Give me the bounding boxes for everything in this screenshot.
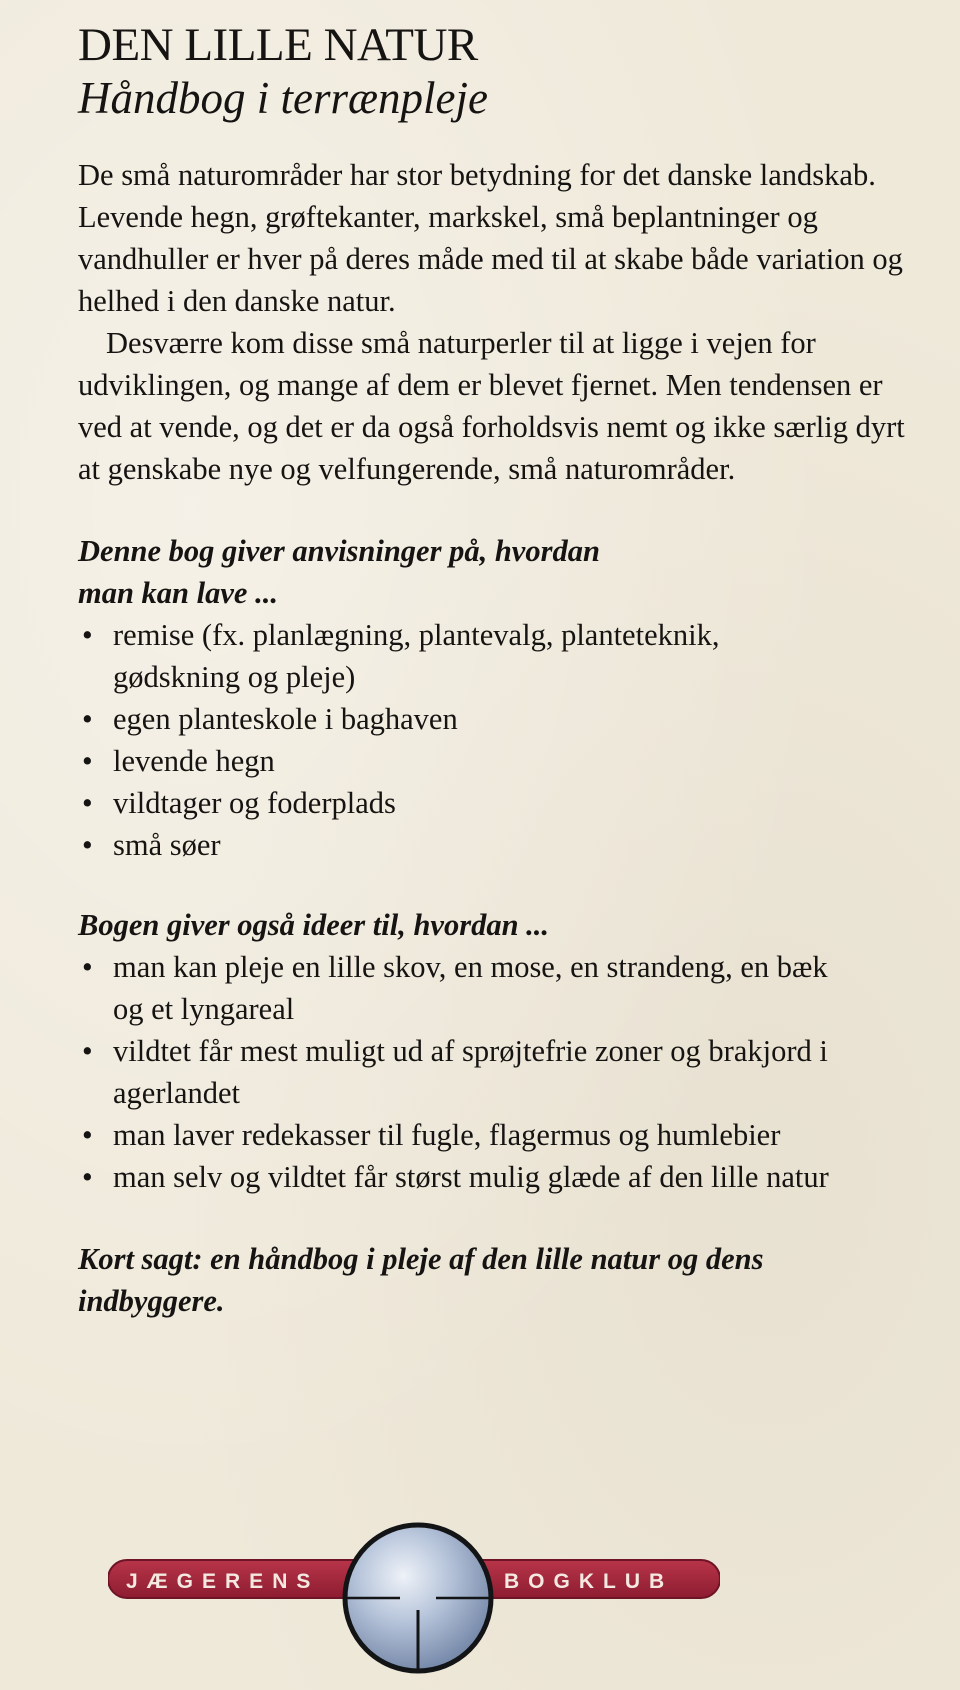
publisher-logo — [108, 1518, 720, 1690]
book-subtitle: Håndbog i terrænpleje — [78, 73, 488, 123]
list-item: • man selv og vildtet får størst mulig glæde af den lille natur — [78, 1156, 908, 1198]
bullet-icon: • — [82, 1118, 93, 1152]
bullet-icon: • — [82, 1034, 93, 1068]
bullet-icon: • — [82, 702, 93, 736]
crosshair-scope-icon — [345, 1525, 491, 1671]
section-1-heading: Denne bog giver anvisninger på, hvordan man kan lave ... — [78, 534, 600, 610]
bullet-icon: • — [82, 618, 93, 652]
section-1-list — [78, 614, 908, 866]
section-2-heading: Bogen giver også ideer til, hvordan ... — [78, 908, 550, 942]
list-item: • levende hegn — [78, 740, 908, 782]
section-2-list — [78, 946, 908, 1198]
bullet-icon: • — [82, 828, 93, 862]
bullet-icon: • — [82, 950, 93, 984]
list-item: • egen planteskole i baghaven — [78, 698, 908, 740]
list-item: • vildtager og foderplads — [78, 782, 908, 824]
logo-left-text: JÆGERENS — [126, 1570, 320, 1593]
book-title: DEN LILLE NATUR — [78, 19, 478, 71]
bullet-icon: • — [82, 786, 93, 820]
list-item: • remise (fx. planlægning, plantevalg, planteteknik, gødskning og pleje) — [78, 614, 908, 698]
list-item: • vildtet får mest muligt ud af sprøjtefrie zoner og brakjord i agerlandet — [78, 1030, 908, 1114]
intro-paragraph-2: Desværre kom disse små naturperler til at ligge i vejen for udviklingen, og mange af dem er blevet fjernet. Men tendensen er ved at vende, og det er da også forholdsvis nemt og ikke særlig dyrt at genskabe nye og velfungerende, små naturområder. — [78, 326, 905, 486]
logo-graphic — [108, 1518, 720, 1690]
closing-statement: Kort sagt: en håndbog i pleje af den lille natur og dens indbyggere. — [78, 1242, 764, 1318]
bullet-icon: • — [82, 744, 93, 778]
list-item: • små søer — [78, 824, 908, 866]
intro-paragraph-1: De små naturområder har stor betydning for det danske landskab. Levende hegn, grøftekanter, markskel, små beplantninger og vandhuller er hver på deres måde med til at skabe både variation og helhed i den danske natur. — [78, 158, 903, 318]
bullet-icon: • — [82, 1160, 93, 1194]
list-item: • man kan pleje en lille skov, en mose, en strandeng, en bæk og et lyngareal — [78, 946, 908, 1030]
logo-right-text: BOGKLUB — [504, 1570, 674, 1593]
list-item: • man laver redekasser til fugle, flagermus og humlebier — [78, 1114, 908, 1156]
cover-text — [78, 18, 908, 1322]
